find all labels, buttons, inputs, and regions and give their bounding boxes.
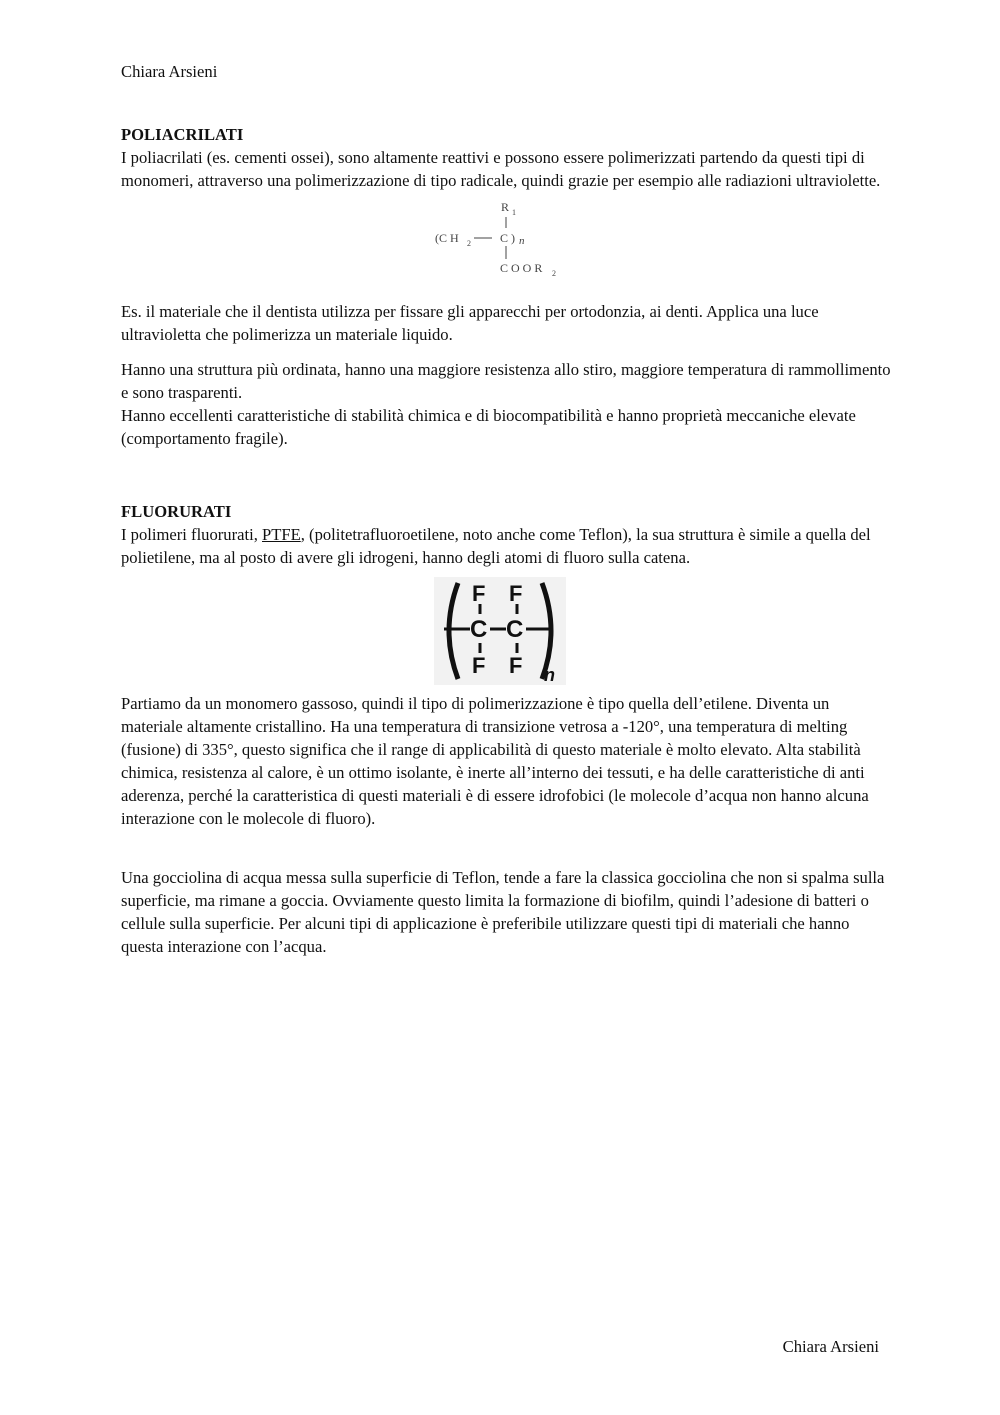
page-header-author: Chiara Arsieni xyxy=(121,62,218,81)
ptfe-link[interactable]: PTFE xyxy=(262,525,301,544)
paragraph-fluorurati-properties xyxy=(121,692,891,830)
formula-n: n xyxy=(519,235,525,247)
paragraph-poliacrilati-intro: I poliacrilati (es. cementi ossei), sono altamente reattivi e possono essere polimerizzati partendo da questi tipi di monomeri, attraverso una polimerizzazione di tipo radicale, quindi grazie per esempio alle radiazioni ultraviolette. xyxy=(121,148,881,190)
formula-f-top-left: F xyxy=(472,581,486,606)
polyacrylate-structure-formula xyxy=(433,197,573,283)
paragraph-fluorurati-water-text: Una gocciolina di acqua messa sulla superficie di Teflon, tende a fare la classica gocciolina che non si spalma sulla superficie, ma rimane a goccia. Ovviamente questo limita la formazione di biofilm, quindi l’adesione di batteri o cellule sulla superficie. Per alcuni tipi di applicazione è preferibile utilizzare questi tipi di materiali che hanno questa interazione con l’acqua. xyxy=(121,868,885,956)
paragraph-poliacrilati-dentist xyxy=(121,300,891,346)
paragraph-properties-a: Hanno una struttura più ordinata, hanno una maggiore resistenza allo stiro, maggiore temperatura di rammollimento e sono trasparenti. xyxy=(121,360,891,402)
formula-c-right: C xyxy=(506,616,524,643)
formula-ch2-sub: 2 xyxy=(467,239,471,248)
paragraph-fluorurati-intro xyxy=(121,523,891,569)
formula-f-bottom-left: F xyxy=(472,653,486,678)
formula-r1-sub: 1 xyxy=(512,208,516,217)
section-title-poliacrilati: POLIACRILATI xyxy=(121,125,244,144)
section-title-fluorurati: FLUORURATI xyxy=(121,502,232,521)
paragraph-fluorurati-properties-text: Partiamo da un monomero gassoso, quindi il tipo di polimerizzazione è tipo quella dell’etilene. Diventa un materiale altamente cristallino. Ha una temperatura di transizione vetrosa a -120°, una temperatura di melting (fusione) di 335°, questo significa che il range di applicabilità di questo materiale è molto elevato. Alta stabilità chimica, resistenza al calore, è un ottimo isolante, è inerte all’interno dei tessuti, e ha delle caratteristiche di anti aderenza, perché la caratteristica di questi materiali è di essere idrofobici (le molecole d’acqua non hanno alcuna interazione con le molecole di fluoro). xyxy=(121,694,869,828)
formula-coor-sub: 2 xyxy=(552,269,556,278)
intro-pre-text: I polimeri fluorurati, xyxy=(121,525,263,544)
ptfe-structure-formula xyxy=(434,577,566,685)
section-poliacrilati xyxy=(121,123,891,192)
formula-c-left: C xyxy=(470,616,488,643)
formula-r1: R xyxy=(501,200,510,214)
formula-coor: C O O R xyxy=(500,261,543,275)
formula-f-bottom-right: F xyxy=(509,653,523,678)
formula-f-top-right: F xyxy=(509,581,523,606)
intro-post-text: , (politetrafluoroetilene, noto anche come Teflon), la sua struttura è simile a quella del polietilene, ma al posto di avere gli idrogeni, hanno degli atomi di fluoro sulla catena. xyxy=(121,525,871,567)
page-footer-author: Chiara Arsieni xyxy=(782,1337,879,1356)
formula-ch2: (C H xyxy=(435,231,459,245)
paragraph-poliacrilati-properties xyxy=(121,358,891,450)
formula-n-sub: n xyxy=(544,665,555,685)
paragraph-fluorurati-water xyxy=(121,866,891,958)
section-fluorurati xyxy=(121,500,891,569)
paragraph-dentist-text: Es. il materiale che il dentista utilizza per fissare gli apparecchi per ortodonzia, ai denti. Applica una luce ultravioletta che polimerizza un materiale liquido. xyxy=(121,302,819,344)
paragraph-properties-b: Hanno eccellenti caratteristiche di stabilità chimica e di biocompatibilità e hanno proprietà meccaniche elevate (comportamento fragile). xyxy=(121,406,856,448)
formula-c: C ) xyxy=(500,231,515,245)
